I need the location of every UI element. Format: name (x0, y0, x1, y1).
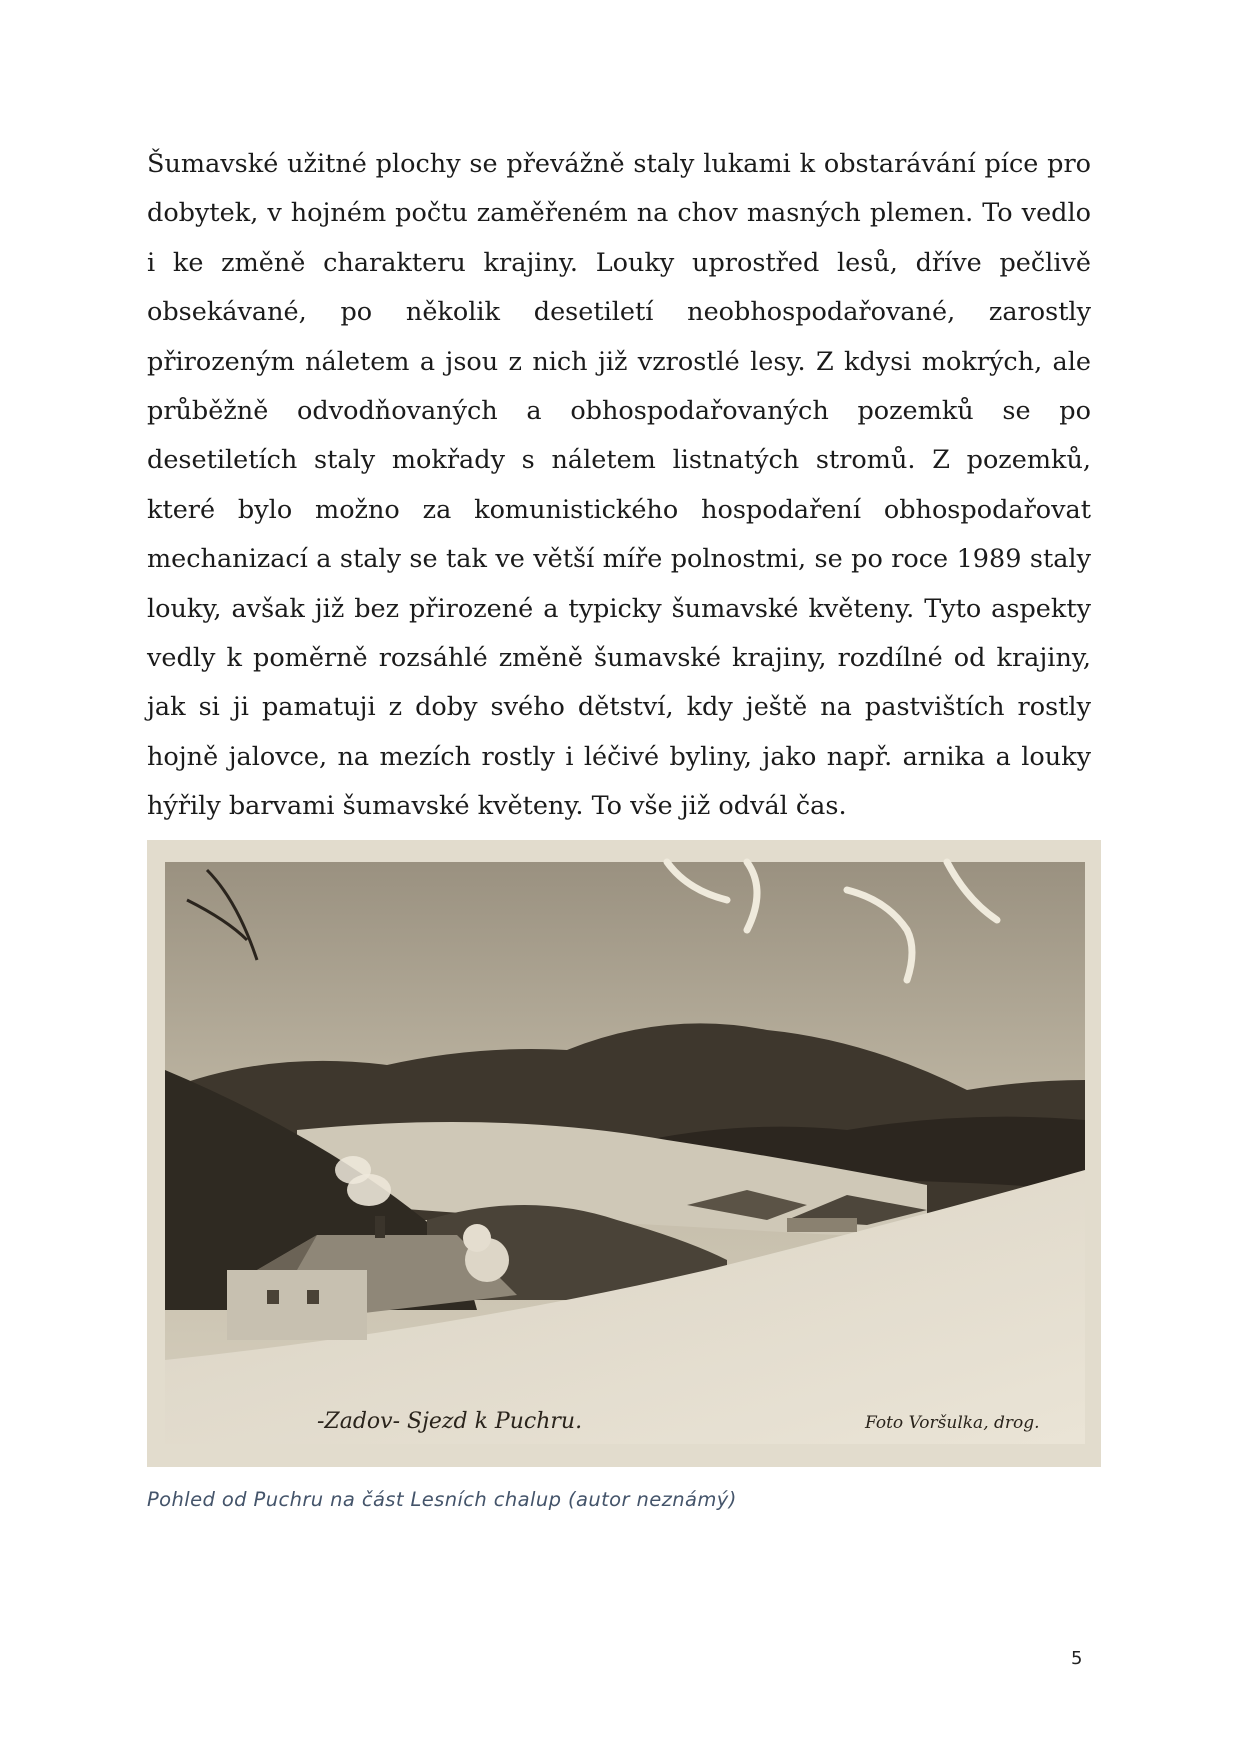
body-paragraph: Šumavské užitné plochy se převážně staly lukami k obstarávání píce pro dobytek, v hojném počtu zaměřeném na chov masných plemen. To vedlo i ke změně charakteru krajiny. Louky uprostřed lesů, dříve pečlivě obsekávané, po několik desetiletí neobhospodařované, zarostly přirozeným náletem a jsou z nich již vzrostlé lesy. Z kdysi mokrých, ale průběžně odvodňovaných a obhospodařovaných pozemků se po desetiletích staly mokřady s náletem listnatých stromů. Z pozemků, které bylo možno za komunistického hospodaření obhospodařovat mechanizací a staly se tak ve větší míře polnostmi, se po roce 1989 staly louky, avšak již bez přirozené a typicky šumavské květeny. Tyto aspekty vedly k poměrně rozsáhlé změně šumavské krajiny, rozdílné od krajiny, jak si ji pamatuji z doby svého dětství, kdy ještě na pastvištích rostly hojně jalovce, na mezích rostly i léčivé byliny, jako např. arnika a louky hýřily barvami šumavské květeny. To vše již odvál čas. (147, 149, 1091, 822)
photo-credit: Foto Voršulka, drog. (865, 1413, 1040, 1433)
photo-inscription: -Zadov- Sjezd k Puchru. (317, 1409, 583, 1434)
page-number: 5 (1071, 1648, 1083, 1669)
figure-caption: Pohled od Puchru na část Lesních chalup (autor neznámý) (147, 1488, 737, 1511)
historical-postcard-photo (147, 840, 1101, 1467)
